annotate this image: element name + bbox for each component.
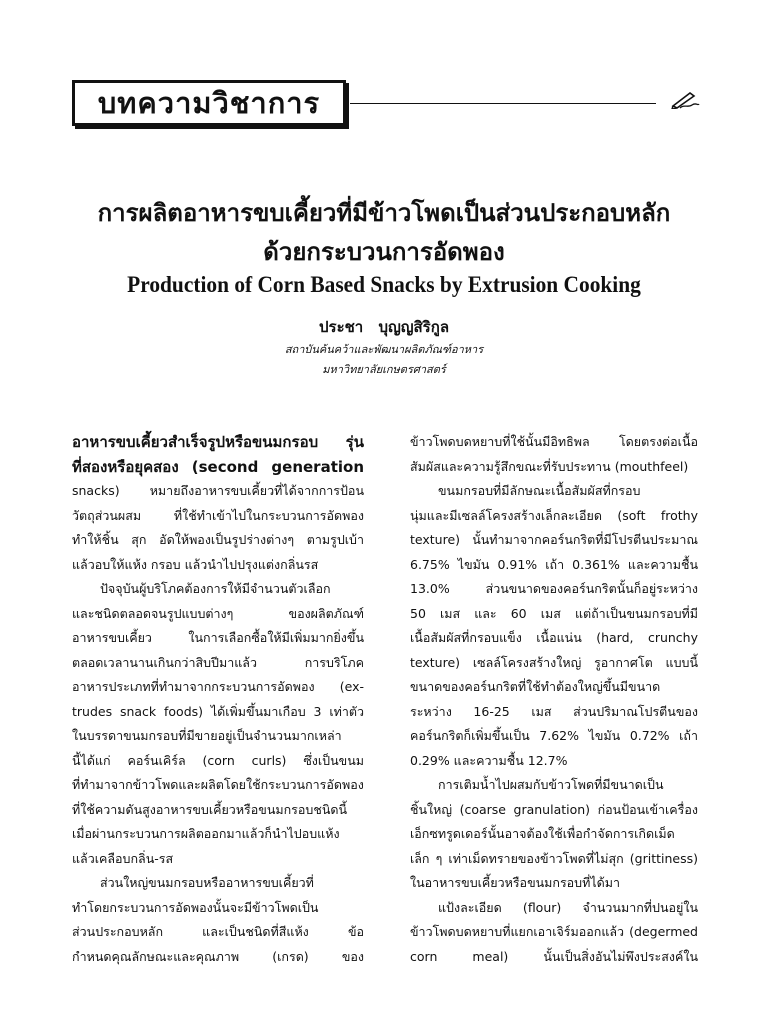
text-line: อาหารขบเคี้ยว ในการเลือกซื้อให้มีเพิ่มมากยิ่งขึ้น [72,630,364,645]
affiliation-institute: สถาบันค้นคว้าและพัฒนาผลิตภัณฑ์อาหาร [284,343,484,356]
text-line: ส่วนใหญ่ขนมกรอบหรืออาหารขบเคี้ยวที่ [100,875,314,890]
section-label-box [72,80,346,126]
text-line: การเติมน้ำไปผสมกับข้าวโพดที่มีขนาดเป็น [438,777,664,792]
text-line: ส่วนประกอบหลัก และเป็นชนิดที่สีแห้ง ข้อ [72,924,364,939]
text-line: ที่สองหรือยุคสอง (second generation [72,457,364,476]
body-column-left [72,430,364,969]
text-line: ขนาดของคอร์นกริตที่ใช้ทำต้องใหญ่ขึ้นมีขนาด [410,679,661,694]
text-line: นุ่มและมีเซลล์โครงสร้างเล็กละเอียด (soft frothy [410,507,698,523]
text-line: ที่ทำมาจากข้าวโพดและผลิตโดยใช้กระบวนการอัดพอง [72,777,364,792]
text-line: ทำโดยกระบวนการอัดพองนั้นจะมีข้าวโพดเป็น [72,899,319,915]
text-line: snacks) หมายถึงอาหารขบเคี้ยวที่ได้จากการป้อน [72,483,364,498]
text-line: ในบรรดาขนมกรอบที่มีขายอยู่เป็นจำนวนมากเหล่า [72,728,342,743]
text-line: ข้าวโพดบดหยาบที่ใช้นั้นมีอิทธิพล โดยตรงต่อเนื้อ [410,434,698,449]
text-line: ชิ้นใหญ่ (coarse granulation) ก่อนป้อนเข้าเครื่อง [410,801,698,817]
text-line: ขนมกรอบที่มีลักษณะเนื้อสัมผัสที่กรอบ [438,483,641,498]
text-line: ในอาหารขบเคี้ยวหรือขนมกรอบที่ได้มา [410,875,621,890]
text-line: เมื่อผ่านกระบวนการผลิตออกมาแล้วก็นำไปอบแห้ง [72,826,340,841]
text-line: ปัจจุบันผู้บริโภคต้องการให้มีจำนวนตัวเลือก [100,581,331,596]
title-thai-line1: การผลิตอาหารขบเคี้ยวที่มีข้าวโพดเป็นส่วนประกอบหลัก [97,199,671,227]
text-line: เนื้อสัมผัสที่กรอบแข็ง เนื้อแน่น (hard, crunchy [410,630,698,645]
text-line: สัมผัสและความรู้สึกขณะที่รับประทาน (mouthfeel) [410,458,689,474]
text-line: ที่ใช้ความดันสูงอาหารขบเคี้ยวหรือขนมกรอบชนิดนี้ [72,801,348,817]
text-line: วัตถุส่วนผสม ที่ใช้ทำเข้าไปในกระบวนการอัดพอง [72,507,364,523]
text-line: กำหนดคุณลักษณะและคุณภาพ (เกรด) ของ [72,948,364,964]
text-line: 13.0% ส่วนขนาดของคอร์นกริตนั้นก็อยู่ระหว่าง [410,581,698,596]
section-title: บทความวิชาการ [97,86,321,120]
title-english: Production of Corn Based Snacks by Extrusion Cooking [127,272,641,297]
text-line: คอร์นกริตก็เพิ่มขึ้นเป็น 7.62% ไขมัน 0.72% เถ้า [410,728,698,743]
body-column-right [410,430,698,969]
title-thai-line2: ด้วยกระบวนการอัดพอง [263,238,505,266]
text-line: trudes snack foods) ได้เพิ่มขึ้นมาเกือบ 3 เท่าตัว [72,703,364,719]
text-line: นี้ได้แก่ คอร์นเคิร์ล (corn curls) ซึ่งเป็นขนม [72,752,364,768]
text-line: 50 เมส และ 60 เมส แต่ถ้าเป็นขนมกรอบที่มี [410,605,698,621]
text-line: ทำให้ชิ้น สุก อัดให้พองเป็นรูปร่างต่างๆ ตามรูปเบ้า [72,532,364,547]
text-line: เล็ก ๆ เท่าเม็ดทรายของข้าวโพดที่ไม่สุก (grittiness) [410,850,698,866]
text-line: อาหารประเภทที่ทำมาจากกระบวนการอัดพอง (ex- [72,679,364,694]
text-line: อาหารขบเคี้ยวสำเร็จรูปหรือขนมกรอบ รุ่น [72,433,364,451]
text-line: แล้วอบให้แห้ง กรอบ แล้วนำไปปรุงแต่งกลิ่นรส [72,556,319,572]
text-line: เอ็กซทรูดเดอร์นั้นอาจต้องใช้เพื่อกำจัดการเกิดเม็ด [410,826,675,841]
text-line: แล้วเคลือบกลิ่น-รส [72,850,174,866]
text-line: ระหว่าง 16-25 เมส ส่วนปริมาณโปรตีนของ [410,703,698,719]
text-line: texture) เซลล์โครงสร้างใหญ่ รูอากาศโต แบบนี้ [410,654,698,670]
pen-writing-icon [670,89,700,109]
header-rule [350,103,656,104]
affiliation-university: มหาวิทยาลัยเกษตรศาสตร์ [322,363,446,376]
text-line: 6.75% ไขมัน 0.91% เถ้า 0.361% และความชื้น [410,556,698,572]
text-line: texture) นั้นทำมาจากคอร์นกริตที่มีโปรตีนประมาณ [410,532,698,547]
text-line: corn meal) นั้นเป็นสิ่งอันไม่พึงประสงค์ใน [410,948,698,964]
text-line: ตลอดเวลานานเกินกว่าสิบปีมาแล้ว การบริโภค [72,654,364,670]
text-line: 0.29% และความชื้น 12.7% [410,752,568,768]
author-name: ประชา บุญญสิริกูล [318,318,450,336]
text-line: แป้งละเอียด (flour) จำนวนมากที่ปนอยู่ใน [438,899,698,915]
text-line: และชนิดตลอดจนรูปแบบต่างๆ ของผลิตภัณฑ์ [72,605,364,621]
text-line: ข้าวโพดบดหยาบที่แยกเอาเจิร์มออกแล้ว (degermed [410,924,698,939]
